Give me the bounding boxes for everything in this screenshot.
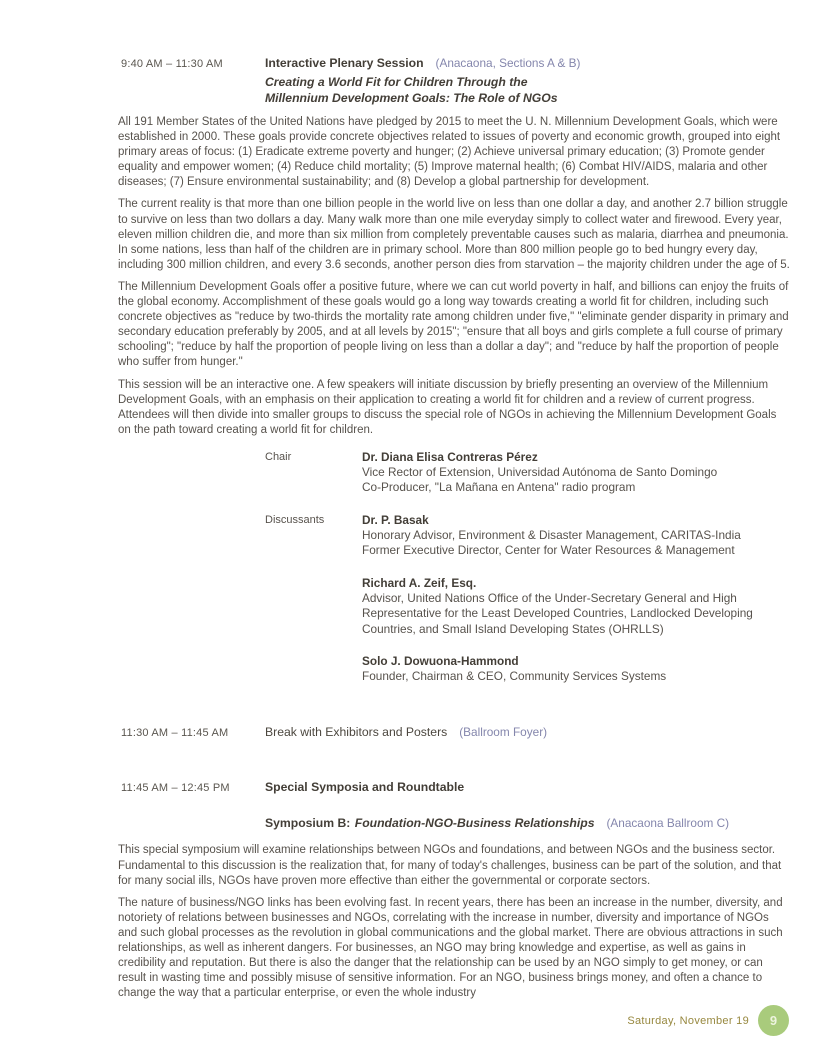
discussant-role: Honorary Advisor, Environment & Disaster Management, CARITAS-India [362,528,741,543]
symposium-title: Foundation-NGO-Business Relationships [354,816,595,831]
discussant-name: Richard A. Zeif, Esq. [362,575,477,590]
plenary-subtitle-line2: Millennium Development Goals: The Role of NGOs [265,91,558,105]
discussant-row [265,576,790,637]
footer-date: Saturday, November 19 [627,1014,749,1027]
symposium-label: Symposium B: [265,816,351,831]
chair-role: Co-Producer, "La Mañana en Antena" radio program [362,480,636,495]
discussants-label: Discussants [265,513,325,526]
discussant-role: Founder, Chairman & CEO, Community Services Systems [362,669,667,684]
plenary-session [118,54,790,684]
break-time: 11:30 AM – 11:45 AM [121,727,229,740]
plenary-title: Interactive Plenary Session [265,56,424,70]
chair-person [362,450,792,496]
paragraph: The nature of business/NGO links has been evolving fast. In recent years, there has been an increase in the number, diversity, and notoriety of relations between businesses and NGOs, correlating with the increase in number, diversity and importance of NGOs and such global processes as the revolution in global communications and the global market. There are obvious attractions in such relationships, as well as inherent dangers. For businesses, an NGO may bring knowledge and expertise, as well as gains in credibility and reputation. But there is also the danger that the relationship can be used by an NGO simply to get money, or can result in wasting time and possibly misuse of sensitive information. For an NGO, business brings money, and often a chance to change the way that a particular enterprise, or even the whole industry [118,896,783,1000]
plenary-people [265,450,790,685]
symposia-title: Special Symposia and Roundtable [265,780,465,795]
break-session [118,723,790,741]
discussant-row [265,654,790,685]
paragraph: The current reality is that more than one billion people in the world live on less than one dollar a day, and another 2.7 billion struggle to survive on less than two dollars a day. Many walk more than one mile everyday simply to collect water and firewood. Every year, eleven million children die, and more than six million from completely preventable causes such as malaria, diarrhea and pneumonia. In some nations, less than half of the children are in primary school. More than 800 million people go to bed hungry every day, including 300 million children, and every 3.6 seconds, another person dies from starvation – the majority children under the age of 5. [118,198,790,271]
discussant-person [362,654,792,685]
paragraph: All 191 Member States of the United Nations have pledged by 2015 to meet the U. N. Millennium Development Goals, which were established in 2000. These goals provide concrete objectives related to issues of poverty and economic growth, grouped into eight primary areas of focus: (1) Eradicate extreme poverty and hunger; (2) Achieve universal primary education; (3) Promote gender equality and empower women; (4) Reduce child mortality; (5) Improve maternal health; (6) Combat HIV/AIDS, malaria and other diseases; (7) Ensure environmental sustainability; and (8) Develop a global partnership for development. [118,116,781,189]
plenary-time: 9:40 AM – 11:30 AM [121,58,223,70]
paragraph: The Millennium Development Goals offer a positive future, where we can cut world poverty in half, and billions can enjoy the fruits of the global economy. Accomplishment of these goals would go a long way towards creating a world fit for children, including such concrete objectives as "reduce by two-thirds the mortality rate among children under five," "eliminate gender disparity in primary and secondary education preferably by 2005, and at all levels by 2015"; "ensure that all boys and girls complete a full course of primary schooling"; "reduce by half the proportion of people living on less than a dollar a day"; and "reduce by half the proportion of people who suffer from hunger." [118,280,789,369]
chair-role: Vice Rector of Extension, Universidad Autónoma de Santo Domingo [362,465,718,480]
page-number-badge [758,1005,789,1036]
break-location: (Ballroom Foyer) [459,725,548,740]
plenary-subtitle [265,74,610,106]
page-number: 9 [769,1013,778,1028]
paragraph: This session will be an interactive one. A few speakers will initiate discussion by briefly presenting an overview of the Millennium Development Goals, with an emphasis on their application to creating a world fit for children and a review of current progress. Attendees will then divide into smaller groups to discuss the special role of NGOs in achieving the Millennium Development Goals on the path toward creating a world fit for children. [118,378,777,436]
plenary-location: (Anacaona, Sections A & B) [435,56,581,70]
discussant-person [362,513,792,559]
discussant-person [362,576,792,637]
discussant-role: Former Executive Director, Center for Water Resources & Management [362,543,735,558]
page-footer [627,1005,789,1036]
paragraph: This special symposium will examine relationships between NGOs and foundations, and between NGOs and the business sector. Fundamental to this discussion is the realization that, for many of today's challenges, business can be part of the solution, and that for many social ills, NGOs have proven more effective than either the governmental or corporate sectors. [118,844,782,887]
chair-name: Dr. Diana Elisa Contreras Pérez [362,449,538,464]
chair-label: Chair [265,450,292,463]
discussant-name: Dr. P. Basak [362,512,429,527]
symposium-location: (Anacaona Ballroom C) [606,816,730,831]
break-row [118,723,790,741]
symposia-time: 11:45 AM – 12:45 PM [121,782,230,795]
discussant-role: Advisor, United Nations Office of the Under-Secretary General and High Representative for the Least Developed Countries, Landlocked Developing Countries, and Small Island Developing States (OHRLLS) [362,590,753,636]
discussant-row [265,513,790,559]
discussant-name: Solo J. Dowuona-Hammond [362,653,519,668]
plenary-description [118,115,790,438]
break-title: Break with Exhibitors and Posters [265,725,448,740]
chair-row [265,450,790,496]
symposium-description [118,843,790,1001]
symposia-session [118,778,790,1001]
plenary-subtitle-line1: Creating a World Fit for Children Through the [265,75,528,89]
